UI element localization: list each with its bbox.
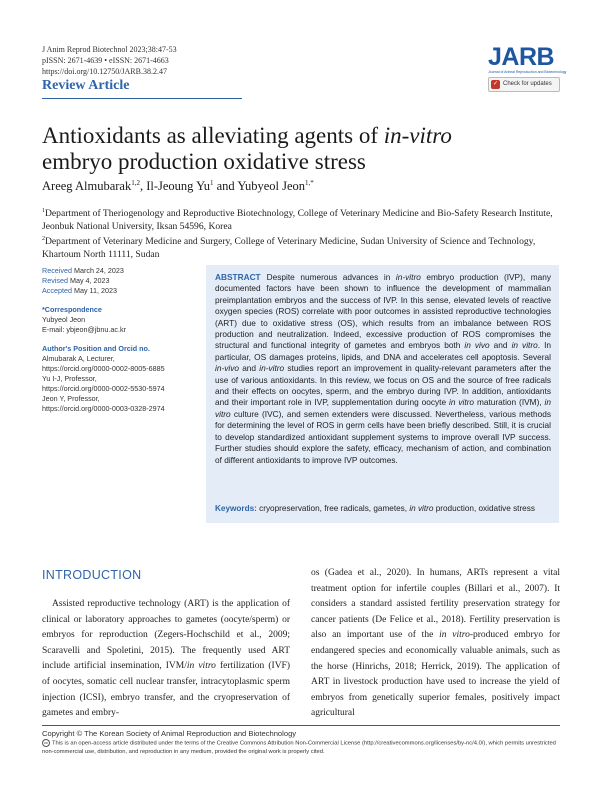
revised-date	[42, 276, 202, 286]
body-text: -produced embryo for endangered species and economically valuable animals, such as the horse (Hinrichs, 2018; Herrick, 2019). The application of ART in livestock production have used to increase the yield of embryos from genetically superior females, positively impact agricultural	[311, 630, 561, 719]
author-separator: ,	[139, 179, 147, 194]
received-value: March 24, 2023	[73, 266, 124, 275]
abstract-segment: maturation (IVM),	[474, 397, 545, 408]
abstract-italic: in vitro	[449, 397, 475, 408]
correspondence-heading: *Correspondence	[42, 305, 102, 314]
affiliation-sup: 1	[42, 208, 45, 214]
affiliation-text: Department of Veterinary Medicine and Surgery, College of Veterinary Medicine, Sudan University of Science and Technology, Khartoum North 11111, Sudan	[42, 236, 536, 260]
body-text: Assisted reproductive technology (ART) is the application of clinical or laboratory approaches to gametes (oocyte/sperm) or embryos for reproduction (Zegers-Hochschild et al., 2009; Scaravelli and Spoletini, 2015). The frequently used ART include artificial insemination, IVM/	[42, 599, 290, 672]
orcid-line: Almubarak A, Lecturer,	[42, 354, 115, 363]
logo-subtitle: Journal of Animal Reproduction and Biotechnology	[488, 70, 567, 74]
revised-label: Revised	[42, 276, 68, 285]
license-text: This is an open-access article distributed under the terms of the Creative Commons Attribution Non-Commercial License (http://creativecommons.org/licenses/by-nc/4.0/), which permits unrestricted non-commercial use, distribution, and reproduction in any medium, provided the original work is properly cited.	[42, 740, 556, 755]
journal-logo	[488, 43, 567, 92]
author-list	[42, 179, 314, 194]
affiliations	[42, 205, 562, 261]
accepted-value: May 11, 2023	[73, 286, 117, 295]
orcid-link[interactable]: https://orcid.org/0000-0003-0328-2974	[42, 404, 165, 413]
orcid-line: Yu I-J, Professor,	[42, 374, 97, 383]
author-separator: and	[213, 179, 238, 194]
abstract-label: ABSTRACT	[215, 272, 261, 282]
orcid-line: Jeon Y, Professor,	[42, 394, 100, 403]
affiliation-sup: 2	[42, 236, 45, 243]
orcid-link[interactable]: https://orcid.org/0000-0002-8005-6885	[42, 364, 165, 373]
introduction-column-2	[311, 566, 560, 722]
cc-icon: cc	[44, 740, 48, 745]
journal-doi[interactable]: https://doi.org/10.12750/JARB.38.2.47	[42, 67, 167, 76]
abstract-italic: in-vivo	[215, 363, 239, 374]
affiliation	[42, 233, 562, 261]
check-updates-button[interactable]	[488, 77, 560, 92]
abstract-segment: and	[489, 340, 512, 351]
journal-issn: pISSN: 2671-4639 • eISSN: 2671-4663	[42, 56, 169, 65]
affiliation-text: Department of Theriogenology and Reproductive Biotechnology, College of Veterinary Medicine and Bio-Safety Research Institute, Jeonbuk National University, Iksan 54596, Korea	[42, 208, 553, 232]
author-sup: 1,*	[305, 179, 314, 187]
journal-info	[42, 44, 177, 77]
journal-citation: J Anim Reprod Biotechnol 2023;38:47-53	[42, 45, 177, 54]
received-date	[42, 266, 202, 276]
abstract-text	[215, 272, 551, 466]
author-sup: 1	[209, 179, 214, 187]
accepted-date	[42, 286, 202, 296]
abstract-italic: in vitro	[511, 340, 538, 351]
title-part2: embryo production oxidative stress	[42, 149, 366, 174]
correspondence-name: Yubyeol Jeon	[42, 315, 86, 324]
keywords-segment: production, oxidative stress	[433, 504, 535, 513]
body-text: os (Gadea et al., 2020). In humans, ARTs represent a vital treatment option for infertile couples (Billari et al., 2007). It considers a standard assisted fertility preservation strategy for cancer patients (De Felice et al., 2018). Fertility preservation is also an important use of the	[311, 568, 560, 641]
received-label: Received	[42, 266, 72, 275]
abstract-italic: in-vitro	[259, 363, 285, 374]
keywords-italic: in vitro	[409, 504, 434, 513]
revised-value: May 4, 2023	[69, 276, 110, 285]
accepted-label: Accepted	[42, 286, 72, 295]
title-italic: in-vitro	[383, 123, 452, 148]
check-updates-icon: ✓	[492, 81, 499, 87]
abstract-italic: in vitro	[215, 397, 552, 419]
introduction-column-1	[42, 597, 290, 722]
body-text: fertilization (IVF) of oocytes, somatic cell nuclear transfer, intracytoplasmic sperm injection (ICSI), embryo transfer, and the cryopreservation of gametes and embry-	[42, 661, 291, 719]
copyright-notice: Copyright © The Korean Society of Animal Reproduction and Biotechnology	[42, 729, 297, 738]
body-italic: in vitro	[186, 661, 216, 672]
abstract-segment: studies report an improvement in quality-relevant parameters after the use of various antioxidants. In this review, we focus on OS and the source of free radicals and their effects on oocytes, sperm, and the embryo during IVP. In addition, antioxidants and their important role in IVP, supplementation during oocyte	[215, 363, 551, 408]
author-name: Il-Jeoung Yu	[146, 179, 210, 194]
article-title	[42, 123, 562, 175]
title-part1: Antioxidants as alleviating agents of	[42, 123, 384, 148]
abstract-italic: in-vitro	[395, 272, 421, 282]
check-updates-label: Check for updates	[503, 81, 552, 87]
abstract-segment: and	[238, 363, 260, 374]
section-divider	[42, 98, 242, 99]
author-name: Areeg Almubarak	[42, 179, 132, 194]
abstract-segment: embryo production (IVP), many documented factors have been shown to influence the development of mammalian preimplantation embryos and the success of IVP. In this sense, elevated levels of reactive oxygen species (ROS) correlate with poor outcomes in assisted reproductive technologies (ART) due to oxidative stress (OS), which results from an imbalance between ROS production and neutralization. Indeed, excessive production of ROS compromises the structural and functional integrity of gametes and embryos both	[215, 272, 551, 351]
orcid-heading: Author's Position and Orcid no.	[42, 344, 150, 353]
correspondence-email[interactable]: E-mail: ybjeon@jbnu.ac.kr	[42, 325, 126, 334]
abstract-segment: . In particular, OS damages proteins, lipids, and DNA and accelerates cell apoptosis. Several	[215, 340, 551, 362]
article-sidebar	[42, 266, 202, 414]
footer-divider	[42, 725, 560, 726]
abstract-segment: culture (IVC), and semen extenders were discussed. Nevertheless, various methods for determining the level of ROS in germ cells have been briefly described. Still, it is crucial to develop standardized antioxidant supplement systems to improve overall IVP success. Further studies should explore the safety, efficacy, mechanism of action, and combination of different antioxidants to improve IVP outcomes.	[215, 408, 551, 465]
abstract-segment: Despite numerous advances in	[266, 272, 396, 282]
keywords-label: Keywords:	[215, 504, 257, 513]
body-italic: in vitro	[439, 630, 470, 641]
affiliation	[42, 205, 562, 233]
author-sup: 1,2	[131, 179, 140, 187]
keywords	[215, 504, 551, 513]
orcid-link[interactable]: https://orcid.org/0000-0002-5530-5974	[42, 384, 165, 393]
section-label: Review Article	[42, 78, 130, 93]
keywords-segment: cryopreservation, free radicals, gametes,	[259, 504, 410, 513]
license-notice	[42, 739, 562, 756]
logo-name: JARB	[488, 43, 555, 71]
abstract-italic: in vivo	[464, 340, 490, 351]
introduction-heading: INTRODUCTION	[42, 568, 142, 582]
author-name: Yubyeol Jeon	[237, 179, 306, 194]
